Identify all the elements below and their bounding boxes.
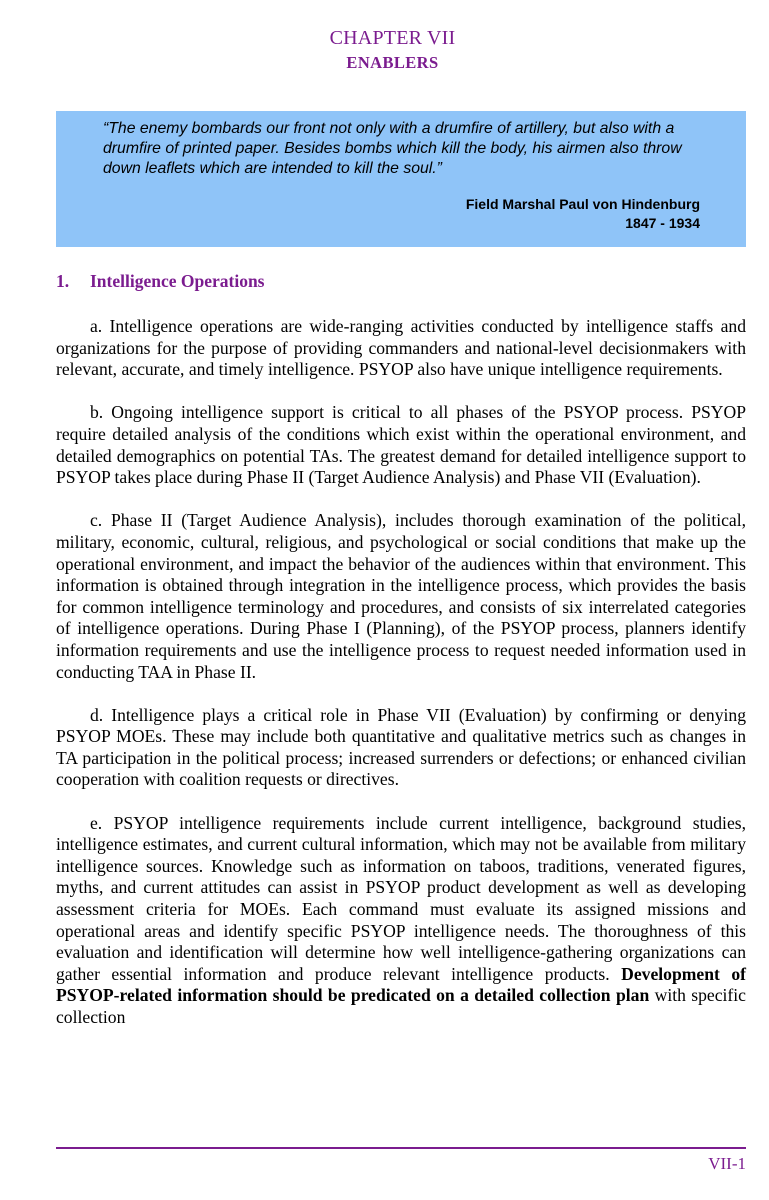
paragraph-b: b. Ongoing intelligence support is critical to all phases of the PSYOP process. PSYOP require detailed analysis of the conditions which exist within the operational environment, and detailed demographics on potential TAs. The greatest demand for detailed intelligence support to PSYOP takes place during Phase II (Target Audience Analysis) and Phase VII (Evaluation). bbox=[56, 402, 746, 488]
section-title: Intelligence Operations bbox=[90, 271, 265, 291]
quote-years: 1847 - 1934 bbox=[625, 215, 700, 231]
epigraph-quote-box bbox=[56, 111, 746, 247]
chapter-subtitle: ENABLERS bbox=[346, 53, 439, 72]
paragraph-d: d. Intelligence plays a critical role in Phase VII (Evaluation) by confirming or denying PSYOP MOEs. These may include both quantitative and qualitative metrics such as changes in TA participation in the political process; increased surrenders or defections; or enhanced civilian cooperation with coalition requests or directives. bbox=[56, 704, 746, 790]
quote-author: Field Marshal Paul von Hindenburg bbox=[465, 196, 700, 212]
footer-divider bbox=[56, 1147, 746, 1149]
section-number: 1. bbox=[56, 271, 70, 291]
paragraph-c: c. Phase II (Target Audience Analysis), includes thorough examination of the political, military, economic, cultural, religious, and psychological or social conditions that make up the operational environment, and impact the behavior of the audiences within that environment. This information is obtained through integration in the intelligence process, which provides the basis for common intelligence terminology and procedures, and consists of six interrelated categories of intelligence operations. During Phase I (Planning), of the PSYOP process, planners identify information requirements and use the intelligence process to request needed information used in conducting TAA in Phase II. bbox=[56, 510, 746, 682]
quote-text: “The enemy bombards our front not only with a drumfire of artillery, but also with a drumfire of printed paper. Besides bombs which kill the body, his airmen also throw down leaflets which are intended to kill the soul.” bbox=[103, 120, 682, 177]
paragraph-e bbox=[56, 813, 746, 1029]
paragraph-e-bold-text: Development of PSYOP-related information should be predicated on a detailed collection plan bbox=[56, 963, 746, 1006]
paragraph-e-tail: with specific collection bbox=[56, 985, 746, 1027]
chapter-title: CHAPTER VII bbox=[329, 27, 456, 49]
paragraph-a: a. Intelligence operations are wide-ranging activities conducted by intelligence staffs and organizations for the purpose of providing commanders and national-level decisionmakers with relevant, accurate, and timely intelligence. PSYOP also have unique intelligence requirements. bbox=[56, 316, 746, 380]
quote-attribution bbox=[103, 195, 700, 233]
page-number: VII-1 bbox=[708, 1154, 746, 1173]
chapter-heading bbox=[0, 26, 769, 73]
paragraph-e-text: e. PSYOP intelligence requirements include current intelligence, background studies, intelligence estimates, and current cultural information, which may not be available from military intelligence sources. Knowledge such as information on taboos, traditions, venerated figures, myths, and current attitudes can assist in PSYOP product development as well as developing assessment criteria for MOEs. Each command must evaluate its assigned missions and operational areas and identify specific PSYOP intelligence needs. The thoroughness of this evaluation and identification will determine how well intelligence-gathering organizations can gather essential information and produce relevant intelligence products. bbox=[56, 812, 746, 984]
section-heading bbox=[56, 270, 265, 292]
body-text bbox=[56, 316, 746, 1029]
